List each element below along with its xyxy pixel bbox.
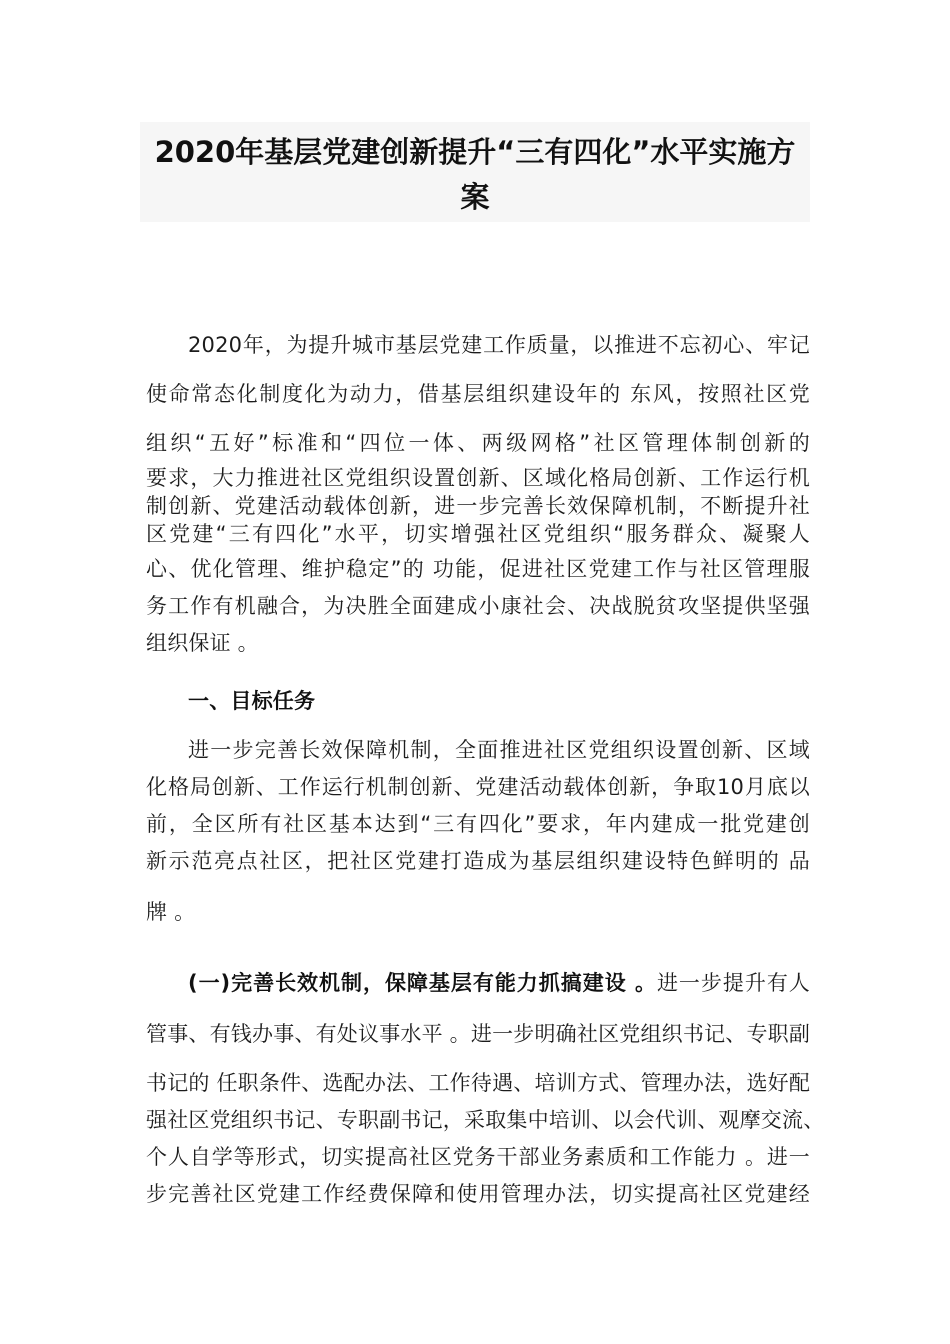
intro-line: 心、优化管理、维护稳定”的 功能，促进社区党建工作与社区管理服 xyxy=(146,557,810,581)
item-line-first xyxy=(188,968,810,998)
item-line: 书记的 任职条件、选配办法、工作待遇、培训方式、管理办法，选好配 xyxy=(146,1071,811,1095)
item-text: 进一步提升有人 xyxy=(656,971,810,995)
intro-line: 要求，大力推进社区党组织设置创新、区域化格局创新、工作运行机 xyxy=(146,466,810,490)
section-line: 进一步完善长效保障机制，全面推进社区党组织设置创新、区域 xyxy=(188,738,810,762)
section-heading: 一、目标任务 xyxy=(188,689,316,713)
intro-line: 区党建“三有四化”水平，切实增强社区党组织“服务群众、凝聚人 xyxy=(146,522,810,546)
intro-line: 制创新、党建活动载体创新，进一步完善长效保障机制，不断提升社 xyxy=(146,494,810,518)
section-line: 新示范亮点社区，把社区党建打造成为基层组织建设特色鲜明的 品 xyxy=(146,849,810,873)
intro-line: 组织保证 。 xyxy=(146,631,259,655)
title-line-1: 2020年基层党建创新提升“三有四化”水平实施方 xyxy=(154,135,796,169)
document-title xyxy=(140,122,810,222)
section-line: 牌 。 xyxy=(146,900,196,924)
item-line: 管事、有钱办事、有处议事水平 。进一步明确社区党组织书记、专职副 xyxy=(146,1022,811,1046)
intro-line: 务工作有机融合，为决胜全面建成小康社会、决战脱贫攻坚提供坚强 xyxy=(146,594,810,618)
section-line: 化格局创新、工作运行机制创新、党建活动载体创新，争取10月底以 xyxy=(146,775,810,799)
title-line-2: 案 xyxy=(460,180,490,214)
section-line: 前，全区所有社区基本达到“三有四化”要求，年内建成一批党建创 xyxy=(146,812,810,836)
intro-line: 组织“五好”标准和“四位一体、两级网格”社区管理体制创新的 xyxy=(146,431,810,455)
intro-line: 2020年，为提升城市基层党建工作质量，以推进不忘初心、牢记 xyxy=(188,333,810,357)
item-heading: (一)完善长效机制，保障基层有能力抓搞建设 。 xyxy=(188,971,657,995)
item-line: 强社区党组织书记、专职副书记，采取集中培训、以会代训、观摩交流、 xyxy=(146,1108,825,1132)
item-line: 步完善社区党建工作经费保障和使用管理办法，切实提高社区党建经 xyxy=(146,1182,810,1206)
intro-line: 使命常态化制度化为动力，借基层组织建设年的 东风，按照社区党 xyxy=(146,382,810,406)
item-line: 个人自学等形式，切实提高社区党务干部业务素质和工作能力 。进一 xyxy=(146,1145,810,1169)
